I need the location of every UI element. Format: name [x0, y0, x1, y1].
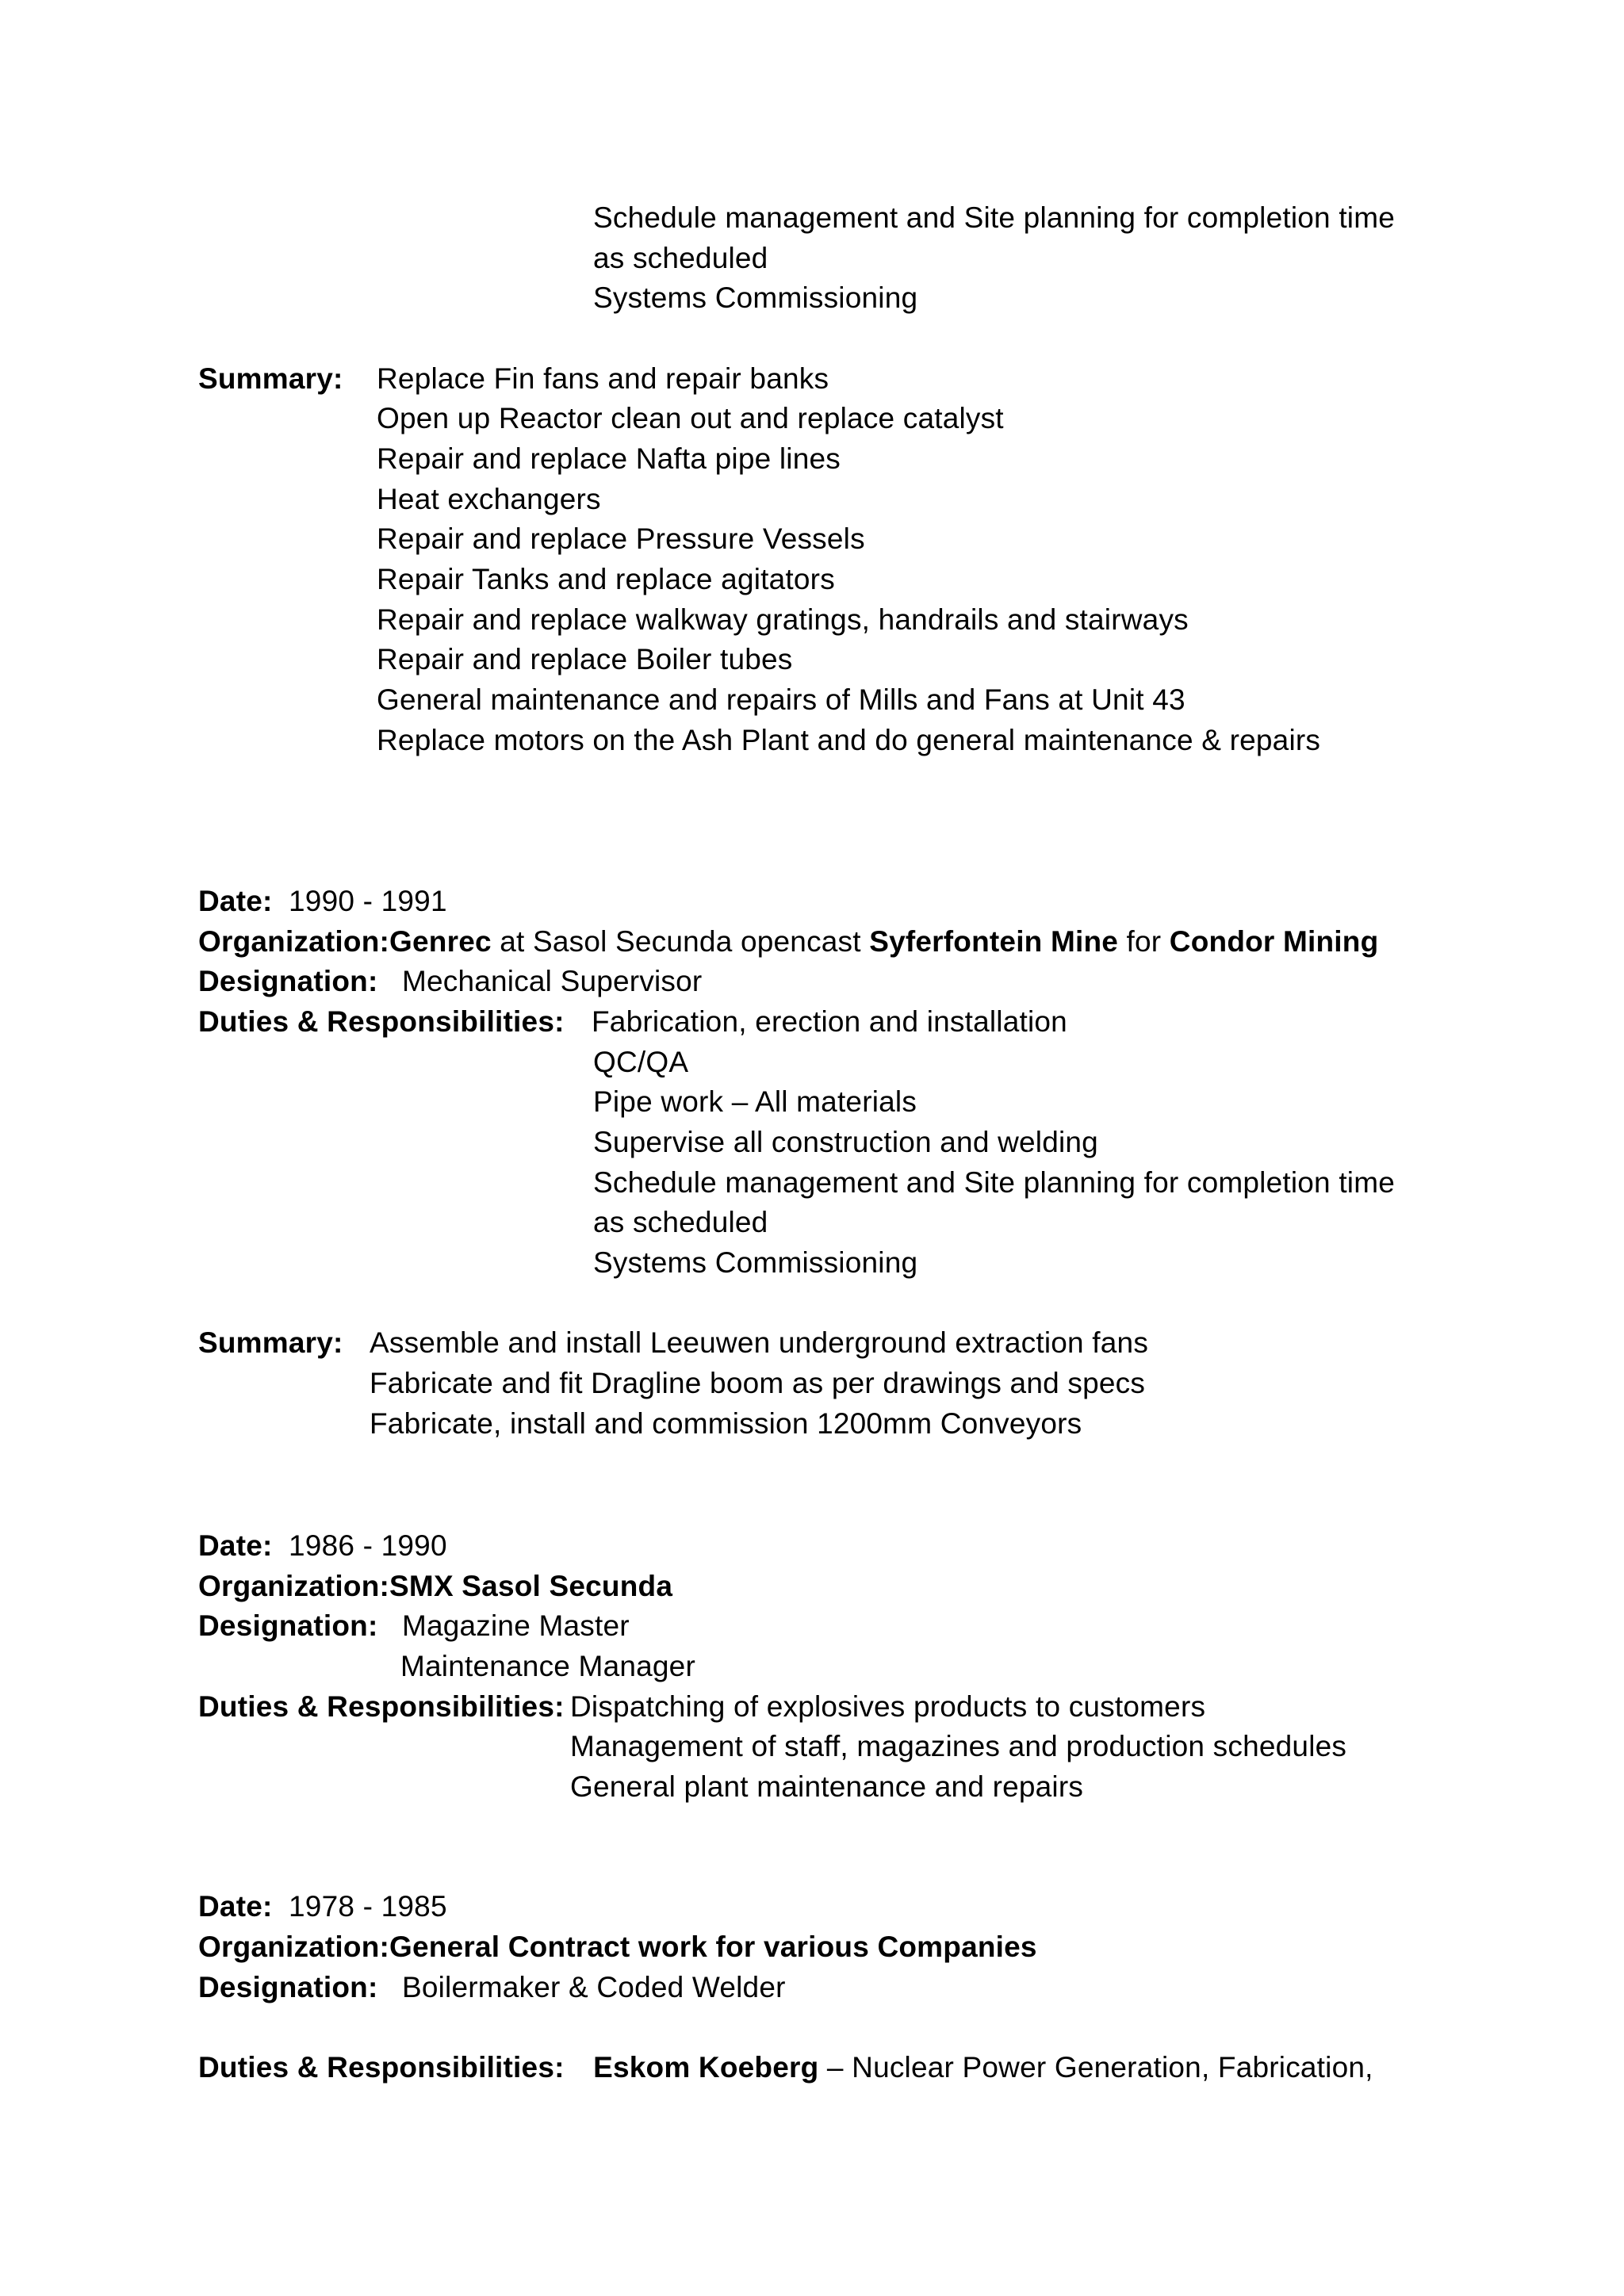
organization-row	[198, 1927, 1037, 1967]
designation-row	[198, 1606, 630, 1646]
summary-line: Replace motors on the Ash Plant and do general maintenance & repairs	[377, 724, 1321, 756]
date-label: Date:	[198, 885, 273, 917]
date-label: Date:	[198, 1890, 273, 1923]
summary-line: Repair and replace Nafta pipe lines	[377, 442, 841, 475]
summary-label: Summary:	[198, 1326, 343, 1359]
designation-value: Maintenance Manager	[400, 1650, 695, 1682]
summary-line: General maintenance and repairs of Mills and Fans at Unit 43	[377, 683, 1185, 716]
designation-label: Designation:	[198, 965, 378, 997]
summary-line: Fabricate, install and commission 1200mm Conveyors	[370, 1407, 1082, 1440]
summary-line: Repair and replace Pressure Vessels	[377, 522, 865, 555]
duties-line: Dispatching of explosives products to customers	[570, 1690, 1206, 1723]
summary-line: Repair and replace Boiler tubes	[377, 643, 793, 675]
duties-label: Duties & Responsibilities:	[198, 1690, 565, 1723]
duties-line: Pipe work – All materials	[593, 1085, 917, 1118]
duties-label: Duties & Responsibilities:	[198, 1005, 565, 1038]
summary-line: Fabricate and fit Dragline boom as per drawings and specs	[370, 1367, 1146, 1399]
designation-value: Magazine Master	[401, 1609, 630, 1642]
date-value: 1990 - 1991	[289, 885, 447, 917]
designation-value: Mechanical Supervisor	[401, 965, 703, 997]
organization-label: Organization:	[198, 925, 390, 958]
organization-text: at Sasol Secunda opencast	[491, 925, 870, 958]
duties-site: Eskom Koeberg	[593, 2051, 819, 2084]
date-row	[198, 1526, 447, 1566]
summary-line: Repair Tanks and replace agitators	[377, 563, 835, 595]
designation-value: Boilermaker & Coded Welder	[401, 1971, 786, 2003]
date-value: 1978 - 1985	[289, 1890, 447, 1923]
duties-line: Management of staff, magazines and production schedules	[570, 1730, 1347, 1762]
duties-line: Systems Commissioning	[593, 1246, 918, 1279]
summary-line: Replace Fin fans and repair banks	[377, 362, 829, 395]
duties-line: Fabrication, erection and installation	[592, 1005, 1067, 1038]
date-row	[198, 1887, 447, 1927]
organization-label: Organization:	[198, 1931, 390, 1963]
organization-site: Syferfontein Mine	[869, 925, 1119, 958]
organization-row	[198, 1567, 672, 1606]
duties-line: as scheduled	[593, 1206, 768, 1238]
duties-row	[198, 2048, 1373, 2087]
duties-line: Schedule management and Site planning for completion time	[593, 201, 1396, 234]
designation-label: Designation:	[198, 1971, 378, 2003]
summary-line: Repair and replace walkway gratings, handrails and stairways	[377, 603, 1189, 636]
duties-line: Schedule management and Site planning for completion time	[593, 1166, 1396, 1199]
organization-row	[198, 922, 1378, 962]
summary-line: Heat exchangers	[377, 483, 601, 515]
duties-line: QC/QA	[593, 1046, 689, 1078]
summary-line: Open up Reactor clean out and replace catalyst	[377, 402, 1004, 434]
organization-name: Genrec	[389, 925, 492, 958]
organization-client: Condor Mining	[1169, 925, 1379, 958]
duties-line: Supervise all construction and welding	[593, 1126, 1098, 1158]
designation-row	[198, 1968, 786, 2007]
designation-label: Designation:	[198, 1609, 378, 1642]
organization-name: SMX Sasol Secunda	[389, 1570, 673, 1602]
duties-line: Systems Commissioning	[593, 281, 918, 314]
date-value: 1986 - 1990	[289, 1529, 447, 1562]
organization-label: Organization:	[198, 1570, 390, 1602]
duties-label: Duties & Responsibilities:	[198, 2051, 565, 2084]
organization-name: General Contract work for various Companies	[389, 1931, 1037, 1963]
duties-line: – Nuclear Power Generation, Fabrication,	[818, 2051, 1373, 2084]
summary-label: Summary:	[198, 362, 343, 395]
duties-line: General plant maintenance and repairs	[570, 1770, 1084, 1803]
organization-text: for	[1118, 925, 1170, 958]
duties-line: as scheduled	[593, 242, 768, 274]
date-row	[198, 882, 447, 921]
summary-line: Assemble and install Leeuwen underground extraction fans	[370, 1326, 1149, 1359]
designation-row	[198, 962, 702, 1001]
date-label: Date:	[198, 1529, 273, 1562]
